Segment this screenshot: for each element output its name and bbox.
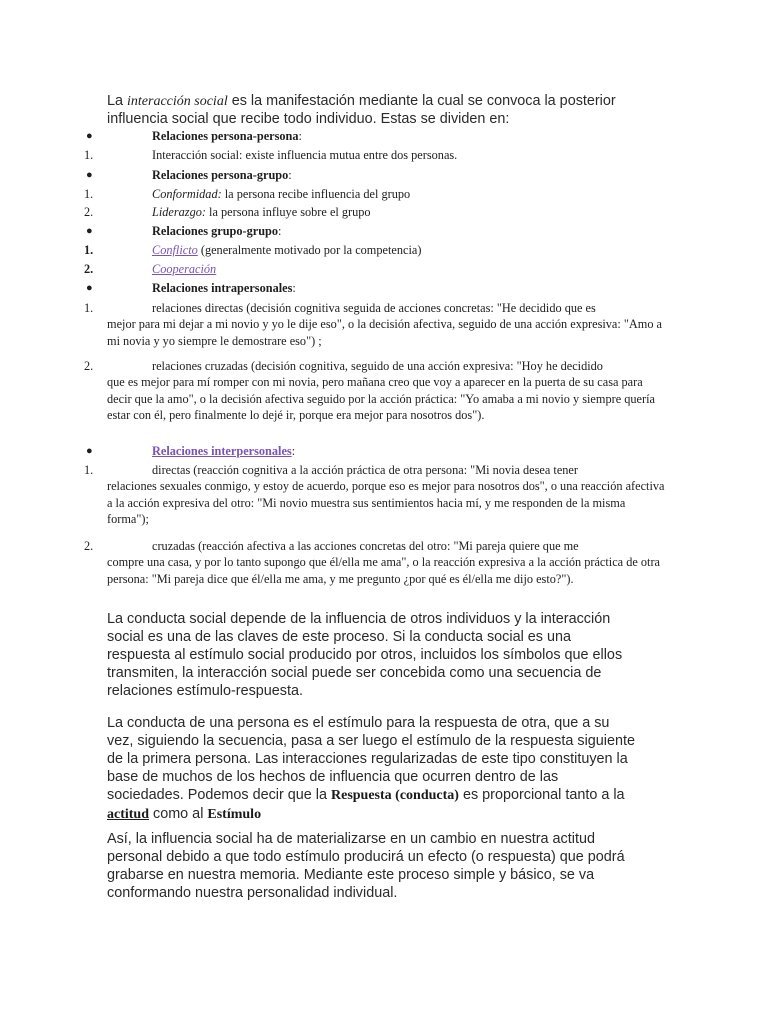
interpersonales-link[interactable]: Relaciones interpersonales bbox=[152, 444, 292, 458]
intro-paragraph: La interacción social es la manifestación mediante la cual se convoca la posterior influencia social que recibe todo individuo. Estas se dividen en: bbox=[107, 93, 616, 128]
bullet-marker: ● bbox=[86, 282, 93, 294]
actitud-link[interactable]: actitud bbox=[107, 807, 149, 822]
conflicto-link[interactable]: Conflicto bbox=[152, 243, 198, 257]
bullet-marker: ● bbox=[86, 225, 93, 237]
intro-term: interacción social bbox=[127, 94, 228, 109]
bullet-marker: ● bbox=[86, 169, 93, 181]
paragraph-conducta-social: La conducta social depende de la influencia de otros individuos y la interacción social es una de las claves de este proceso. Si la conducta social es una respuesta al estímulo social producido por otros, incluidos los símbolos que ellos transmiten, la interacción social puede ser concebida como una secuencia de relaciones estímulo-respuesta. bbox=[107, 611, 623, 699]
paragraph-conducta-persona: La conducta de una persona es el estímulo para la respuesta de otra, que a su vez, siguiendo la secuencia, pasa a ser luego el estímulo de la respuesta siguiente de la primera persona. Las interacciones regularizadas de este tipo constituyen la base de muchos de los hechos de influencia que ocurren dentro de las sociedades. Podemos decir que la Respuesta (conducta) es proporcional tanto a la actitud como al Estímulo bbox=[107, 715, 635, 822]
cooperacion-link[interactable]: Cooperación bbox=[152, 262, 217, 276]
list-item-text: relaciones directas (decisión cognitiva seguida de acciones concretas: "He decidido que es mejor para mi dejar a mi novio y yo le dije eso", o la decisión afectiva, seguido de una acción expresiva: "Amo a mi novia y yo siempre le demostrare eso") ; bbox=[107, 301, 663, 348]
list-item-text: directas (reacción cognitiva a la acción práctica de otra persona: "Mi novia desea tener relaciones sexuales conmigo, y estoy de acuerdo, porque eso es mejor para nosotros dos", o una reacción afectiva a la acción expresiva del otro: "Mi novio muestra sus sentimientos hacia mí, y me responden de la misma forma"); bbox=[107, 463, 665, 526]
list-item-text: cruzadas (reacción afectiva a las acciones concretas del otro: "Mi pareja quiere que me compre una casa, y por lo tanto supongo que él/ella me ama", o la reacción expresiva a la acción práctica de otra persona: "Mi pareja dice que él/ella me ama, y me pregunto ¿por qué es él/ella me dijo esto?"). bbox=[107, 539, 661, 586]
paragraph-influencia-social: Así, la influencia social ha de materializarse en un cambio en nuestra actitud personal debido a que todo estímulo producirá un efecto (o respuesta) que podrá grabarse en nuestra memoria. Mediante este proceso simple y básico, se va conformando nuestra personalidad individual. bbox=[107, 831, 625, 901]
document-page: La interacción social es la manifestación mediante la cual se convoca la posterior influencia social que recibe todo individuo. Estas se dividen en: ● Relaciones persona-persona: 1. Interacción social: existe influencia mutua entre dos personas. ● Relaciones persona-grupo: 1. Conformidad: la persona recibe influencia del grupo 2. Liderazgo: la persona influye sobre el grupo ● Relaciones grupo-grupo: 1. Conflicto (generalmente motivado por la competencia) 2. Cooperación ● Relaciones intrapersonales: 1. relaciones directas (decisión cognitiva seguida de acciones concretas: "He decidido que es mejor para mi dejar a mi novio y yo le dije eso", o la decisión afectiva, seguido de una acción expresiva: "Amo a mi novia y yo siempre le demostrare eso") ; 2. relaciones cruzadas (decisión cognitiva, seguido de una acción expresiva: "Hoy he decidido que es mejor para mí romper con mi novia, pero mañana creo que voy a aparecer en la puerta de su casa para decir que la amo", o la decisión afectiva seguido por la acción práctica: "Yo amaba a mi novio y siempre quería estar con él, pero finalmente lo dejé ir, porque era mejor para nosotros dos"). ● Relaciones interpersonales: 1. directas (reacción cognitiva a la acción práctica de otra persona: "Mi novia desea tener relaciones sexuales conmigo, y estoy de acuerdo, porque eso es mejor para nosotros dos", o una reacción afectiva a la acción expresiva del otro: "Mi novio muestra sus sentimientos hacia mí, y me responden de la misma forma"); 2. cruzadas (reacción afectiva a las acciones concretas del otro: "Mi pareja quiere que me compre una casa, y por lo tanto supongo que él/ella me ama", o la reacción expresiva a la acción práctica de otra persona: "Mi pareja dice que él/ella me ama, y me pregunto ¿por qué es él/ella me dijo esto?"). La conducta social depende de la influencia de otros individuos y la interacción social es una de las claves de este proceso. Si la conducta social es una respuesta al estímulo social producido por otros, incluidos los símbolos que ellos transmiten, la interacción social puede ser concebida como una secuencia de relaciones estímulo-respuesta. La conducta de una persona es el estímulo para la respuesta de otra, que a su vez, siguiendo la secuencia, pasa a ser luego el estímulo de la respuesta siguiente de la primera persona. Las interacciones regularizadas de este tipo constituyen la base de muchos de los hechos de influencia que ocurren dentro de las sociedades. Podemos decir que la Respuesta (conducta) es proporcional tanto a la actitud como al Estímulo Así, la influencia social ha de materializarse en un cambio en nuestra actitud personal debido a que todo estímulo producirá un efecto (o respuesta) que podrá grabarse en nuestra memoria. Mediante este proceso simple y básico, se va conformando nuestra personalidad individual. bbox=[0, 0, 768, 1024]
bullet-marker: ● bbox=[86, 445, 93, 457]
list-item-text: relaciones cruzadas (decisión cognitiva, seguido de una acción expresiva: "Hoy he decidido que es mejor para mí romper con mi novia, pero mañana creo que voy a aparecer en la puerta de su casa para decir que la amo", o la decisión afectiva seguido por la acción práctica: "Yo amaba a mi novio y siempre quería estar con él, pero finalmente lo dejé ir, porque era mejor para nosotros dos"). bbox=[107, 359, 655, 422]
bullet-marker: ● bbox=[86, 130, 93, 142]
